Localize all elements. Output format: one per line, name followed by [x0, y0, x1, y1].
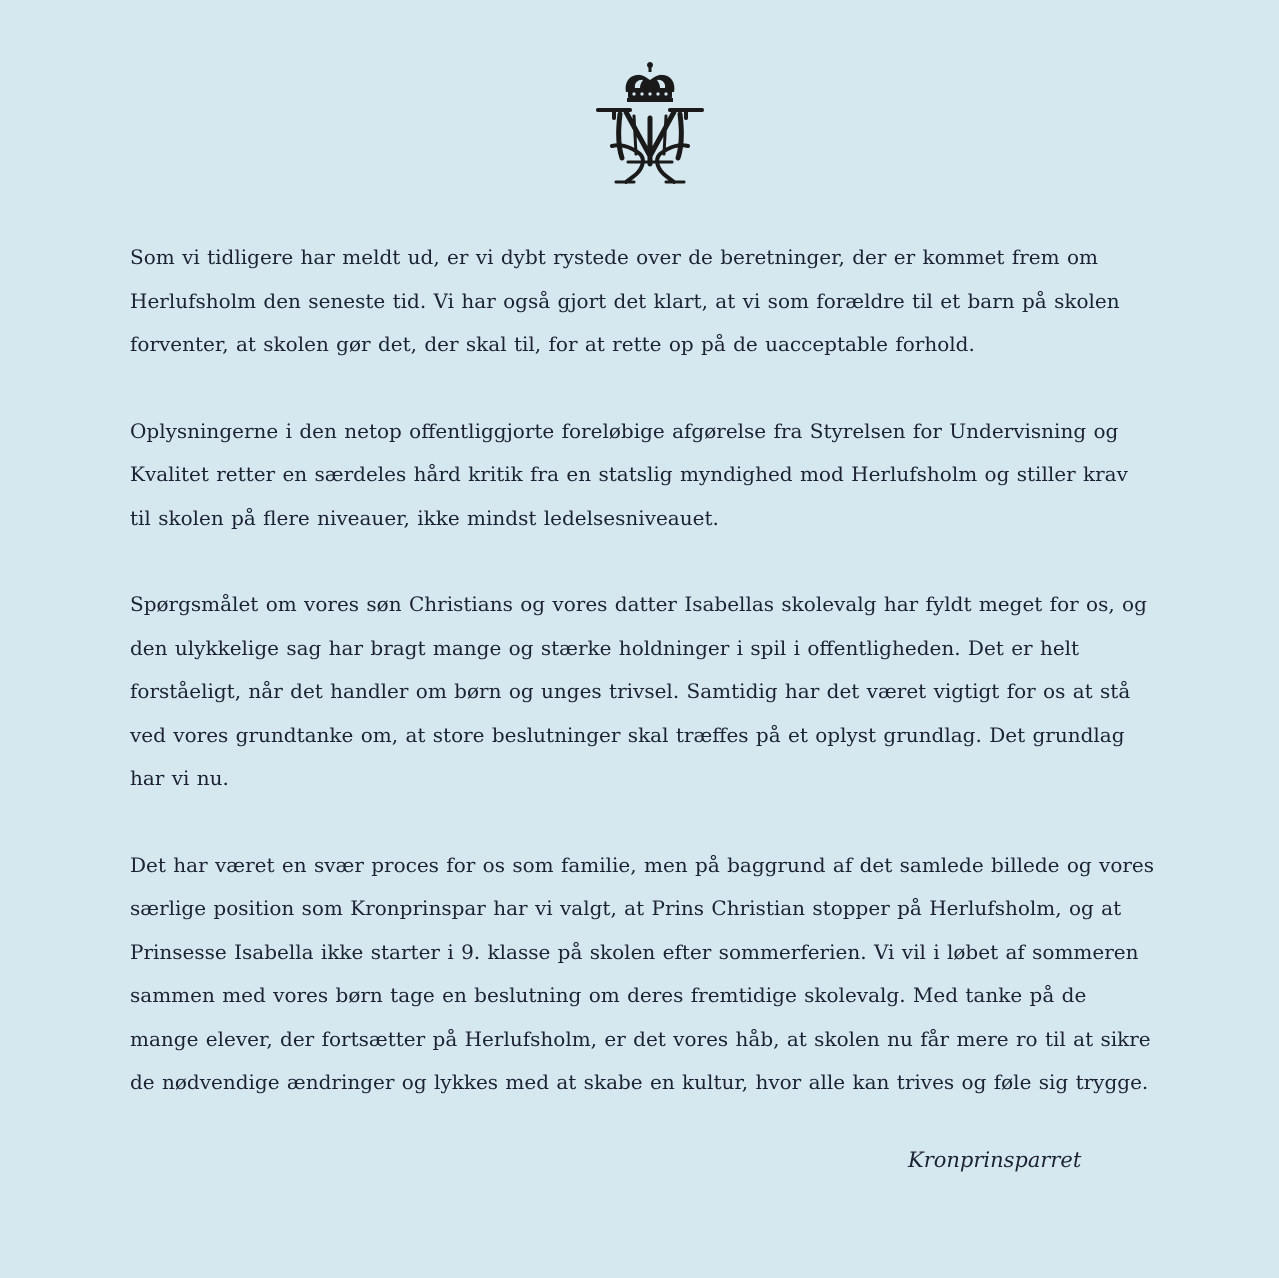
text-line: særlige position som Kronprinspar har vi valgt, at Prins Christian stopper på Herlufsholm, og at [130, 896, 1122, 920]
text-line: mange elever, der fortsætter på Herlufsholm, er det vores håb, at skolen nu får mere ro til at sikre [130, 1026, 1151, 1051]
paragraph-4 [130, 844, 1180, 1105]
text-line: ved vores grundtanke om, at store beslutninger skal træffes på et oplyst grundlag. Det grundlag [130, 722, 1125, 747]
text-line: Prinsesse Isabella ikke starter i 9. klasse på skolen efter sommerferien. Vi vil i løbet af sommeren [130, 939, 1139, 964]
paragraph-2 [130, 410, 1180, 541]
text-line: den ulykkelige sag har bragt mange og stærke holdninger i spil i offentligheden. Det er helt [130, 635, 1080, 660]
text-line: de nødvendige ændringer og lykkes med at skabe en kultur, hvor alle kan trives og føle sig trygge. [130, 1070, 1149, 1094]
text-line: Spørgsmålet om vores søn Christians og vores datter Isabellas skolevalg har fyldt meget for os, og [130, 592, 1147, 616]
signature: Kronprinsparret [908, 1148, 1082, 1172]
text-line: Det har været en svær proces for os som familie, men på baggrund af det samlede billede og vores [130, 852, 1155, 877]
text-line: forståeligt, når det handler om børn og unges trivsel. Samtidig har det været vigtigt for os at stå [130, 679, 1131, 703]
paragraph-1 [130, 236, 1180, 367]
text-line: Kvalitet retter en særdeles hård kritik fra en statslig myndighed mod Herlufsholm og stiller krav [130, 462, 1128, 486]
text-line: Oplysningerne i den netop offentliggjorte foreløbige afgørelse fra Styrelsen for Undervisning og [130, 418, 1119, 443]
text-line: forventer, at skolen gør det, der skal til, for at rette op på de uacceptable forhold. [130, 332, 975, 356]
paragraph-3 [130, 583, 1180, 801]
text-line: Som vi tidligere har meldt ud, er vi dybt rystede over de beretninger, der er kommet frem om [130, 245, 1098, 269]
statement-body [130, 236, 1180, 1148]
text-line: Herlufsholm den seneste tid. Vi har også gjort det klart, at vi som forældre til et barn på skolen [130, 288, 1120, 313]
text-line: har vi nu. [130, 766, 229, 790]
text-line: til skolen på flere niveauer, ikke mindst ledelsesniveauet. [130, 505, 719, 530]
text-line: sammen med vores børn tage en beslutning om deres fremtidige skolevalg. Med tanke på de [130, 983, 1087, 1007]
crowned-monogram-icon [590, 58, 710, 186]
